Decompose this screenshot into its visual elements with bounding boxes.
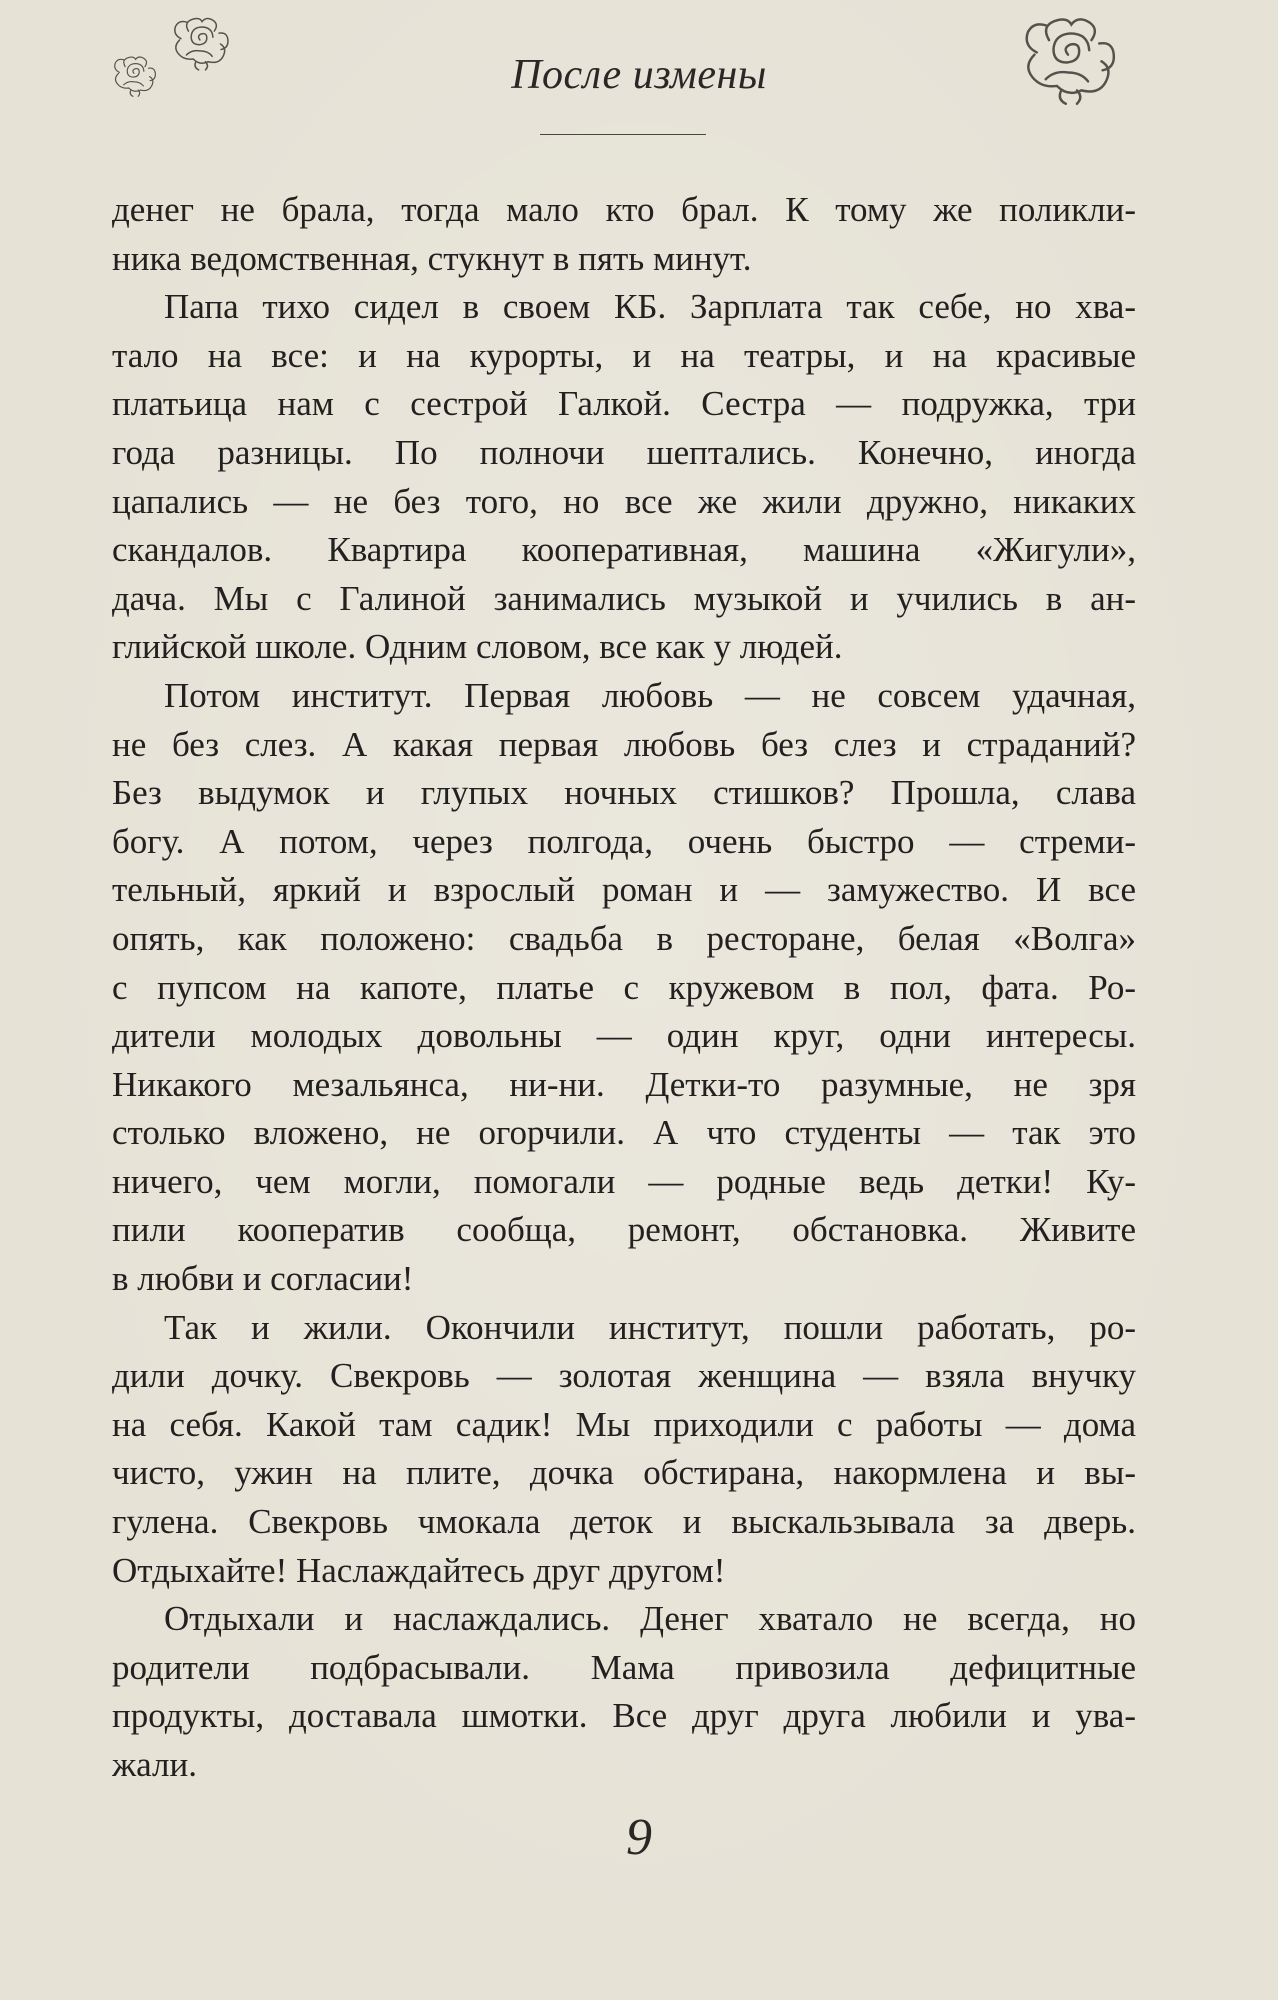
body-text bbox=[112, 186, 1136, 1790]
text-line: глийской школе. Одним словом, все как у людей. bbox=[112, 627, 843, 667]
page-number: 9 bbox=[626, 1809, 652, 1866]
text-line: дители молодых довольны — один круг, одни интересы. bbox=[112, 1016, 1136, 1056]
text-line: платьица нам с сестрой Галкой. Сестра — подружка, три bbox=[112, 384, 1136, 424]
text-line: Без выдумок и глупых ночных стишков? Прошла, слава bbox=[112, 773, 1136, 813]
text-line: года разницы. По полночи шептались. Конечно, иногда bbox=[112, 432, 1136, 472]
text-line: жали. bbox=[112, 1745, 197, 1784]
text-line: тало на все: и на курорты, и на театры, и на красивые bbox=[112, 335, 1136, 375]
paragraph bbox=[112, 672, 1136, 1304]
text-line: цапались — не без того, но все же жили дружно, никаких bbox=[112, 481, 1136, 521]
text-line: столько вложено, не огорчили. А что студенты — так это bbox=[112, 1113, 1136, 1153]
text-line: Потом институт. Первая любовь — не совсем удачная, bbox=[164, 675, 1136, 715]
text-line: богу. А потом, через полгода, очень быстро — стреми- bbox=[112, 821, 1136, 861]
text-line: продукты, доставала шмотки. Все друг друга любили и ува- bbox=[112, 1696, 1136, 1736]
running-header-title: После измены bbox=[511, 52, 767, 98]
text-line: родители подбрасывали. Мама привозила дефицитные bbox=[112, 1647, 1136, 1687]
text-line: ничего, чем могли, помогали — родные ведь детки! Ку- bbox=[112, 1161, 1136, 1201]
text-line: не без слез. А какая первая любовь без слез и страданий? bbox=[112, 724, 1136, 764]
text-line: в любви и согласии! bbox=[112, 1259, 414, 1299]
text-line: ника ведомственная, стукнут в пять минут. bbox=[112, 238, 752, 278]
text-line: чисто, ужин на плите, дочка обстирана, накормлена и вы- bbox=[112, 1453, 1136, 1493]
text-line: дача. Мы с Галиной занимались музыкой и учились в ан- bbox=[112, 578, 1136, 618]
text-line: Никакого мезальянса, ни-ни. Детки-то разумные, не зря bbox=[112, 1064, 1136, 1104]
text-line: с пупсом на капоте, платье с кружевом в пол, фата. Ро- bbox=[112, 967, 1136, 1007]
text-line: гулена. Свекровь чмокала деток и выскальзывала за дверь. bbox=[112, 1502, 1136, 1542]
text-line: на себя. Какой там садик! Мы приходили с работы — дома bbox=[112, 1404, 1136, 1444]
header-divider bbox=[540, 134, 706, 135]
paragraph bbox=[112, 1595, 1136, 1789]
text-line: скандалов. Квартира кооперативная, машина «Жигули», bbox=[112, 530, 1136, 570]
paragraph bbox=[112, 283, 1136, 672]
text-line: Отдыхайте! Наслаждайтесь друг другом! bbox=[112, 1550, 726, 1590]
text-line: дили дочку. Свекровь — золотая женщина — взяла внучку bbox=[112, 1356, 1136, 1396]
text-line: Папа тихо сидел в своем КБ. Зарплата так себе, но хва- bbox=[164, 287, 1136, 327]
paragraph bbox=[112, 186, 1136, 283]
text-line: пили кооператив сообща, ремонт, обстановка. Живите bbox=[112, 1210, 1136, 1250]
text-line: денег не брала, тогда мало кто брал. К тому же поликли- bbox=[112, 190, 1136, 229]
text-line: Так и жили. Окончили институт, пошли работать, ро- bbox=[164, 1307, 1136, 1347]
text-line: Отдыхали и наслаждались. Денег хватало не всегда, но bbox=[164, 1599, 1136, 1639]
text-line: опять, как положено: свадьба в ресторане, белая «Волга» bbox=[112, 918, 1136, 958]
text-line: тельный, яркий и взрослый роман и — замужество. И все bbox=[112, 870, 1136, 910]
paragraph bbox=[112, 1304, 1136, 1596]
